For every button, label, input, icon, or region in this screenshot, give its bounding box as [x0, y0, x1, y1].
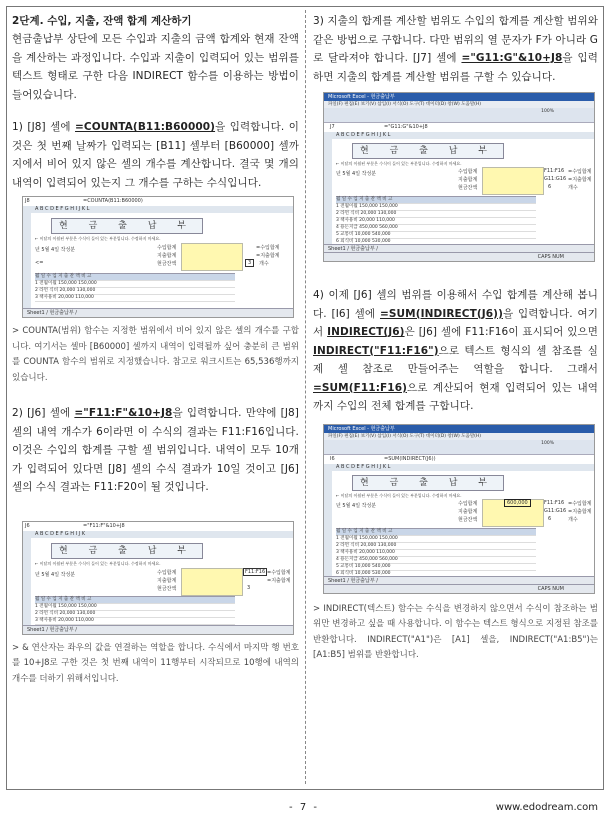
page-number: - 7 -: [289, 802, 319, 813]
step-2-formula: ="F11:F"&10+J8: [74, 407, 173, 419]
sheet-banner: 현 금 출 납 부: [51, 218, 203, 234]
sheet-banner: 현 금 출 납 부: [352, 143, 504, 159]
toolbar: 100%: [324, 440, 594, 447]
toolbar: 100%: [324, 108, 594, 115]
step-1-formula: =COUNTA(B11:B60000): [75, 121, 216, 133]
column-divider: [305, 10, 306, 784]
sheet-tabs: Sheet1 / 현금출납부 /: [324, 576, 594, 585]
step-1: 1) [J8] 셀에 =COUNTA(B11:B60000)을 입력합니다. 이것은 첫 번째 날짜가 입력되는 [B11] 셀부터 [B60000] 셀까지에서 비어 있지 않은 셀의 개수를 계산합니다. 결국 몇 개의 내역이 입력되어 있는지 그 개수를 구하는 수식입니다.: [12, 121, 299, 189]
intro-paragraph: 현금출납부 상단에 모든 수입과 지출의 금액 합계와 현재 잔액을 계산하는 과정입니다. 수입과 지출이 입력되어 있는 범위를 텍스트 형태로 구한 다음 INDIRECT 함수를 이용하는 방법이 들어있습니다.: [12, 33, 299, 101]
formula-bar: J6 ="F11:F"&10+J8: [23, 522, 293, 532]
window-title: Microsoft Excel - 현금출납부: [324, 425, 594, 433]
formula-bar: I6 =SUM(INDIRECT(J6)): [324, 455, 594, 465]
toolbar-2: [324, 115, 594, 123]
right-column: [313, 12, 598, 664]
sheet-tabs: Sheet1 / 현금출납부 /: [23, 308, 293, 317]
window-title: Microsoft Excel - 현금출납부: [324, 93, 594, 101]
note-ampersand: > & 연산자는 좌우의 값을 연결하는 역할을 합니다. 수식에서 마지막 행 번호를 10+J8로 구한 것은 첫 번째 내역이 11행부터 시작되므로 10행에 내역의 개수를 더하기 위해서입니다.: [12, 642, 299, 684]
step-2: 2) [J6] 셀에 ="F11:F"&10+J8을 입력합니다. 만약에 [J8] 셀의 내역 개수가 6이라면 이 수식의 결과는 F11:F16입니다. 이것은 수입의 합계를 구할 셀 범위입니다. 내역이 모두 10개가 입력되어 있다면 [J8] 셀의 수식 결과가 10일 것이고 [J6] 셀의 수식 결과는 F11:F20이 될 것입니다.: [12, 407, 299, 493]
sheet-tabs: Sheet1 / 현금출납부 /: [23, 625, 293, 634]
menu-bar: 파일(F) 편집(E) 보기(V) 삽입(I) 서식(O) 도구(T) 데이터(D) 창(W) 도움말(H): [324, 101, 594, 108]
status-bar: CAPS NUM: [324, 584, 594, 593]
excel-screenshot-2: J6 ="F11:F"&10+J8 A B C D E F G H I J K 현 금 출 납 부 ← 이달의 이월된 부분은 수식이 들어 있는 부분입니다. 수정하지 마세요. 년 5월 4일 작성분 수입합계 지출합계 현금잔액 F11:F16 =수입합계 =지출합계 3 월 일 수 입 지 출 잔 액 비 고 1 전월이월 150,000 150,000 2 라면 식비 20,000 130,000 3 책사용비 20,000 110,000 Sheet1 / 현금출납부 /: [22, 521, 294, 635]
step-3-formula: ="G11:G"&10+J8: [461, 52, 563, 64]
sheet-banner: 현 금 출 납 부: [352, 475, 504, 491]
note-counta: > COUNTA(범위) 함수는 지정한 범위에서 비어 있지 않은 셀의 개수를 구합니다. 여기서는 셀마 [B60000] 셀까지 내역이 입력될까 싶어 충분히 큰 범위를 COUNTA 함수의 범위로 지정했습니다. 참고로 워크시트는 65,536행까지 있습니다.: [12, 326, 299, 383]
income-total-cell: 600,000: [504, 499, 531, 507]
menu-bar: 파일(F) 편집(E) 보기(V) 삽입(I) 서식(O) 도구(T) 데이터(D) 창(W) 도움말(H): [324, 433, 594, 440]
excel-screenshot-4: Microsoft Excel - 현금출납부 파일(F) 편집(E) 보기(V) 삽입(I) 서식(O) 도구(T) 데이터(D) 창(W) 도움말(H) 100% I6 =SUM(INDIRECT(J6)) A B C D E F G H I J K L 현 금 출 납 부 ← 이달의 이월된 부분은 수식이 들어 있는 부분입니다. 수정하지 마세요. 년 5월 4일 작성분 수입합계 지출합계 현금잔액 600,000 F11:F16 G11:G16 =수입합계 =지출합계 개수 6 월 일 수 입 지 출 잔 액 비 고 1 전월이월 150,000 150,000 2 라면 식비 20,000 130,000 3 책사용비 20,000 110,000 4 용돈지급 450,000 560,000 5 교통비 10,000 540,000 6 외식비 10,000 530,000 Sheet1 / 현금출납부 / CAPS NUM: [323, 424, 595, 594]
excel-screenshot-3: Microsoft Excel - 현금출납부 파일(F) 편집(E) 보기(V) 삽입(I) 서식(O) 도구(T) 데이터(D) 창(W) 도움말(H) 100% J7 ="G11:G"&10+J8 A B C D E F G H I J K L 현 금 출 납 부 ← 이달의 이월된 부분은 수식이 들어 있는 부분입니다. 수정하지 마세요. 년 5월 4일 작성분 수입합계 지출합계 현금잔액 F11:F16 G11:G16 =수입합계 =지출합계 개수 6 월 일 수 입 지 출 잔 액 비 고 1 전월이월 150,000 150,000 2 라면 식비 20,000 130,000 3 책사용비 20,000 110,000 4 용돈지급 450,000 560,000 5 교통비 10,000 540,000 6 외식비 10,000 530,000 Sheet1 / 현금출납부 / CAPS NUM: [323, 92, 595, 262]
excel-screenshot-1: J8 =COUNTA(B11:B60000) A B C D E F G H I J K L 현 금 출 납 부 ← 이달의 이월된 부분은 수식이 들어 있는 부분입니다. 수정하지 마세요. 년 5월 4일 작성분 수입합계 지출합계 현금잔액 =수입합계 =지출합계 개수 <= 3 월 일 수 입 지 출 잔 액 비 고 1 전월이월 150,000 150,000 2 라면 식비 20,000 130,000 3 책사용비 20,000 110,000 Sheet1 / 현금출납부 /: [22, 196, 294, 318]
formula-bar: J7 ="G11:G"&10+J8: [324, 123, 594, 133]
note-indirect: > INDIRECT(텍스트) 함수는 수식을 변경하지 않으면서 수식이 참조하는 범위만 변경하고 싶을 때 사용합니다. 이 함수는 텍스트 형식으로 지정된 참조를 반환합니다. INDIRECT("A1")은 [A1] 셀을, INDIRECT("A1:B5")는 [A1:B5] 범위를 반환합니다.: [313, 603, 598, 660]
step-4: 4) 이제 [J6] 셀의 범위를 이용해서 수입 합계를 계산해 봅니다. [I6] 셀에 =SUM(INDIRECT(J6))을 입력합니다. 여기서 INDIRECT(J6)은 [J6] 셀에 F11:F16이 표시되어 있으면 INDIRECT("F11:F16")으로 텍스트 형식의 셀 참조를 실제 셀 참조로 만들어주는 역할을 합니다. 그래서 =SUM(F11:F16)으로 계산되어 현재 입력되어 있는 내역까지 수입의 전체 합계를 구합니다.: [313, 289, 598, 412]
sheet-banner: 현 금 출 납 부: [51, 543, 203, 559]
sheet-tabs: Sheet1 / 현금출납부 /: [324, 244, 594, 253]
left-column: [12, 12, 299, 687]
footer-url[interactable]: www.edodream.com: [495, 802, 598, 813]
toolbar-2: [324, 447, 594, 455]
formula-bar: J8 =COUNTA(B11:B60000): [23, 197, 293, 207]
section-title: 2단계. 수입, 지출, 잔액 합계 계산하기: [12, 15, 192, 27]
step-3: 3) 지출의 합계를 계산할 범위도 수입의 합계를 계산할 범위와 같은 방법으로 구합니다. 다만 범위의 열 문자가 F가 아니라 G로 달라져야 합니다. [J7] 셀에 ="G11:G"&10+J8을 입력하면 지출의 합계를 계산할 범위를 구할 수 있습니다.: [313, 15, 598, 83]
status-bar: CAPS NUM: [324, 252, 594, 261]
